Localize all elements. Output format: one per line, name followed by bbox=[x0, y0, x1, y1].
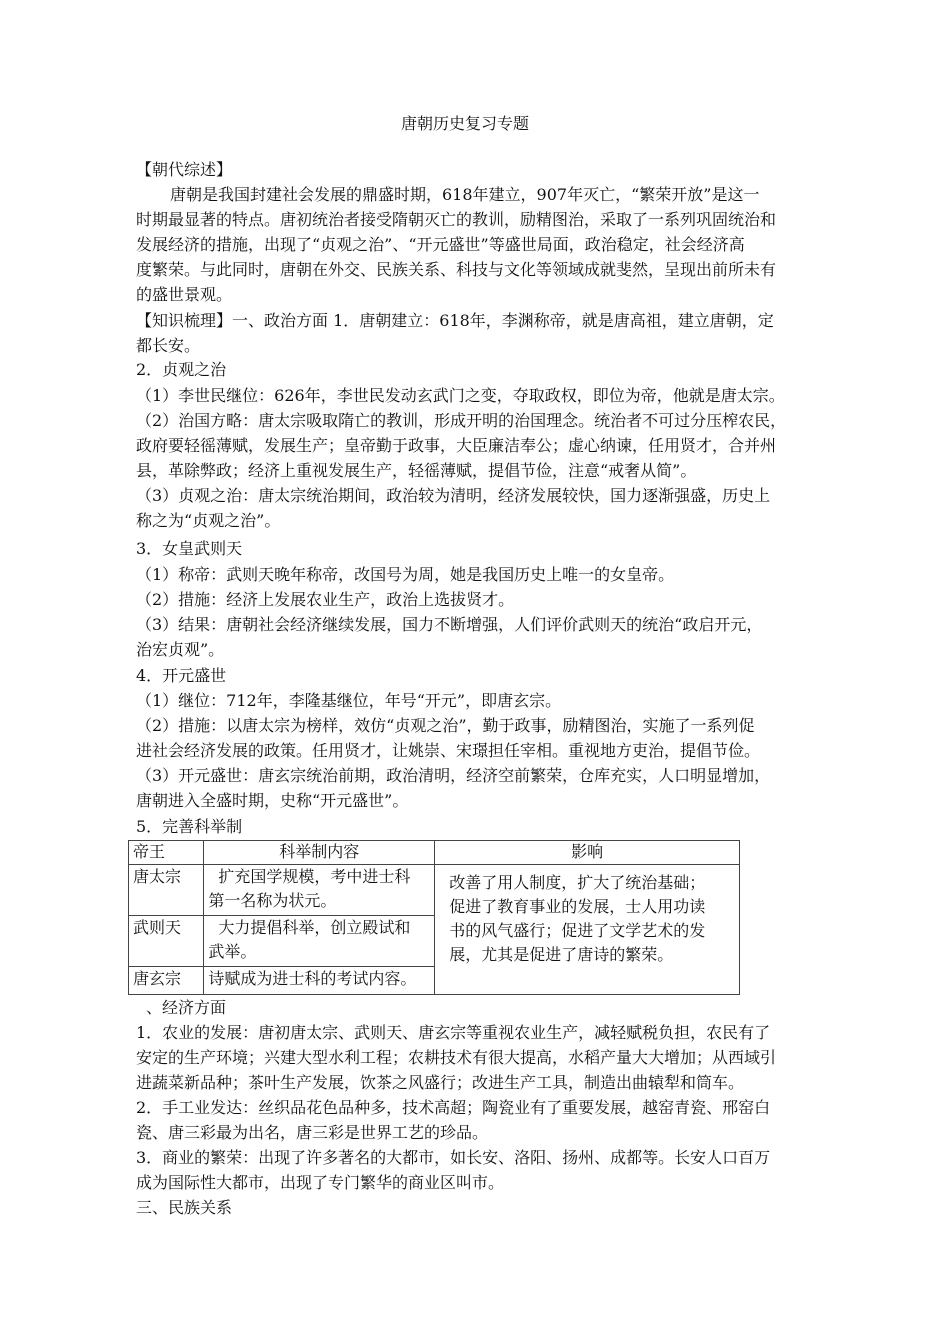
economy-line: 成为国际性大都市，出现了专门繁华的商业区叫市。 bbox=[136, 1173, 505, 1192]
section-heading: 5．完善科举制 bbox=[136, 817, 243, 836]
effect-line: 促进了教育事业的发展，士人用功读 bbox=[449, 897, 706, 916]
economy-line: 瓷、唐三彩最为出名，唐三彩是世界工艺的珍品。 bbox=[136, 1123, 489, 1142]
overview-line: 唐朝是我国封建社会发展的鼎盛时期，618年建立，907年灭亡，“繁荣开放”是这一 bbox=[170, 185, 760, 204]
economy-line: 3．商业的繁荣：出现了许多著名的大都市，如长安、洛阳、扬州、成都等。长安人口百万 bbox=[136, 1148, 771, 1167]
section-heading: 、经济方面 bbox=[146, 998, 227, 1017]
overview-line: 的盛世景观。 bbox=[136, 285, 233, 304]
content-line: 武举。 bbox=[208, 942, 257, 961]
content-line: 扩充国学规模，考中进士科 bbox=[218, 867, 411, 886]
content-cell bbox=[204, 865, 435, 916]
politics-line: 进社会经济发展的政策。任用贤才，让姚崇、宋璟担任宰相。重视地方吏治，提倡节俭。 bbox=[136, 741, 761, 760]
politics-line: （1）称帝：武则天晚年称帝，改国号为周，她是我国历史上唯一的女皇帝。 bbox=[136, 565, 675, 584]
effect-line: 改善了用人制度，扩大了统治基础； bbox=[449, 873, 706, 892]
section-heading: 3．女皇武则天 bbox=[136, 539, 243, 558]
politics-line: （1）继位：712年，李隆基继位，年号“开元”，即唐玄宗。 bbox=[136, 691, 562, 710]
content-line: 大力提倡科举，创立殿试和 bbox=[218, 918, 411, 937]
economy-line: 安定的生产环境；兴建大型水利工程；农耕技术有很大提高，水稻产量大大增加；从西域引 bbox=[136, 1048, 777, 1067]
content-cell bbox=[204, 916, 435, 967]
effect-cell bbox=[435, 865, 740, 995]
politics-line: （2）措施：经济上发展农业生产，政治上选拔贤才。 bbox=[136, 590, 515, 609]
overview-line: 时期最显著的特点。唐初统治者接受隋朝灭亡的教训，励精图治，采取了一系列巩固统治和 bbox=[136, 210, 777, 229]
table-header-cell: 科举制内容 bbox=[204, 841, 435, 865]
document-title: 唐朝历史复习专题 bbox=[400, 114, 529, 133]
section-heading: 2．贞观之治 bbox=[136, 360, 227, 379]
politics-line: （3）结果：唐朝社会经济继续发展，国力不断增强，人们评价武则天的统治“政启开元， bbox=[136, 615, 763, 634]
table-header-cell: 影响 bbox=[435, 841, 740, 865]
politics-line: 县，革除弊政；经济上重视发展生产，轻徭薄赋，提倡节俭，注意“戒奢从简”。 bbox=[136, 461, 697, 480]
table-row bbox=[129, 865, 740, 916]
content-line: 第一名称为状元。 bbox=[208, 891, 337, 910]
section-heading: 三、民族关系 bbox=[136, 1198, 233, 1217]
politics-line: （1）李世民继位：626年，李世民发动玄武门之变，夺取政权，即位为帝，他就是唐太宗。 bbox=[136, 386, 785, 405]
table-header-row bbox=[129, 841, 740, 865]
imperial-exam-table bbox=[128, 840, 740, 995]
overview-line: 发展经济的措施，出现了“贞观之治”、“开元盛世”等盛世局面，政治稳定，社会经济高 bbox=[136, 235, 745, 254]
politics-line: （3）贞观之治：唐太宗统治期间，政治较为清明，经济发展较快，国力逐渐强盛，历史上 bbox=[136, 486, 771, 505]
emperor-cell: 唐玄宗 bbox=[129, 967, 204, 995]
emperor-cell: 唐太宗 bbox=[129, 865, 204, 916]
section-heading: 4．开元盛世 bbox=[136, 666, 227, 685]
emperor-cell: 武则天 bbox=[129, 916, 204, 967]
politics-line: 唐朝进入全盛时期，史称“开元盛世”。 bbox=[136, 791, 409, 810]
politics-line: （2）措施：以唐太宗为榜样，效仿“贞观之治”，勤于政事，励精图治，实施了一系列促 bbox=[136, 716, 755, 735]
overview-heading: 【朝代综述】 bbox=[136, 160, 233, 179]
economy-line: 2．手工业发达：丝织品花色品种多，技术高超；陶瓷业有了重要发展，越窑青瓷、邢窑白 bbox=[136, 1098, 771, 1117]
content-line: 诗赋成为进士科的考试内容。 bbox=[208, 969, 417, 988]
politics-line: 【知识梳理】一、政治方面 1．唐朝建立：618年，李渊称帝，就是唐高祖，建立唐朝，定 bbox=[136, 311, 774, 330]
politics-line: 都长安。 bbox=[136, 336, 201, 355]
politics-line: （3）开元盛世：唐玄宗统治前期，政治清明，经济空前繁荣，仓库充实，人口明显增加， bbox=[136, 766, 771, 785]
politics-line: 治宏贞观”。 bbox=[136, 640, 225, 659]
politics-line: 称之为“贞观之治”。 bbox=[136, 511, 281, 530]
politics-line: （2）治国方略：唐太宗吸取隋亡的教训，形成开明的治国理念。统治者不可过分压榨农民， bbox=[136, 411, 787, 430]
effect-line: 展，尤其是促进了唐诗的繁荣。 bbox=[449, 945, 674, 964]
table-header-cell: 帝王 bbox=[129, 841, 204, 865]
overview-line: 度繁荣。与此同时，唐朝在外交、民族关系、科技与文化等领域成就斐然，呈现出前所未有 bbox=[136, 260, 777, 279]
economy-line: 进蔬菜新品种；茶叶生产发展，饮茶之风盛行；改进生产工具，制造出曲辕犁和筒车。 bbox=[136, 1073, 745, 1092]
effect-line: 书的风气盛行；促进了文学艺术的发 bbox=[449, 921, 706, 940]
economy-line: 1．农业的发展：唐初唐太宗、武则天、唐玄宗等重视农业生产，减轻赋税负担，农民有了 bbox=[136, 1023, 771, 1042]
politics-line: 政府要轻徭薄赋，发展生产；皇帝勤于政事，大臣廉洁奉公；虚心纳谏，任用贤才，合并州 bbox=[136, 436, 777, 455]
content-cell bbox=[204, 967, 435, 995]
